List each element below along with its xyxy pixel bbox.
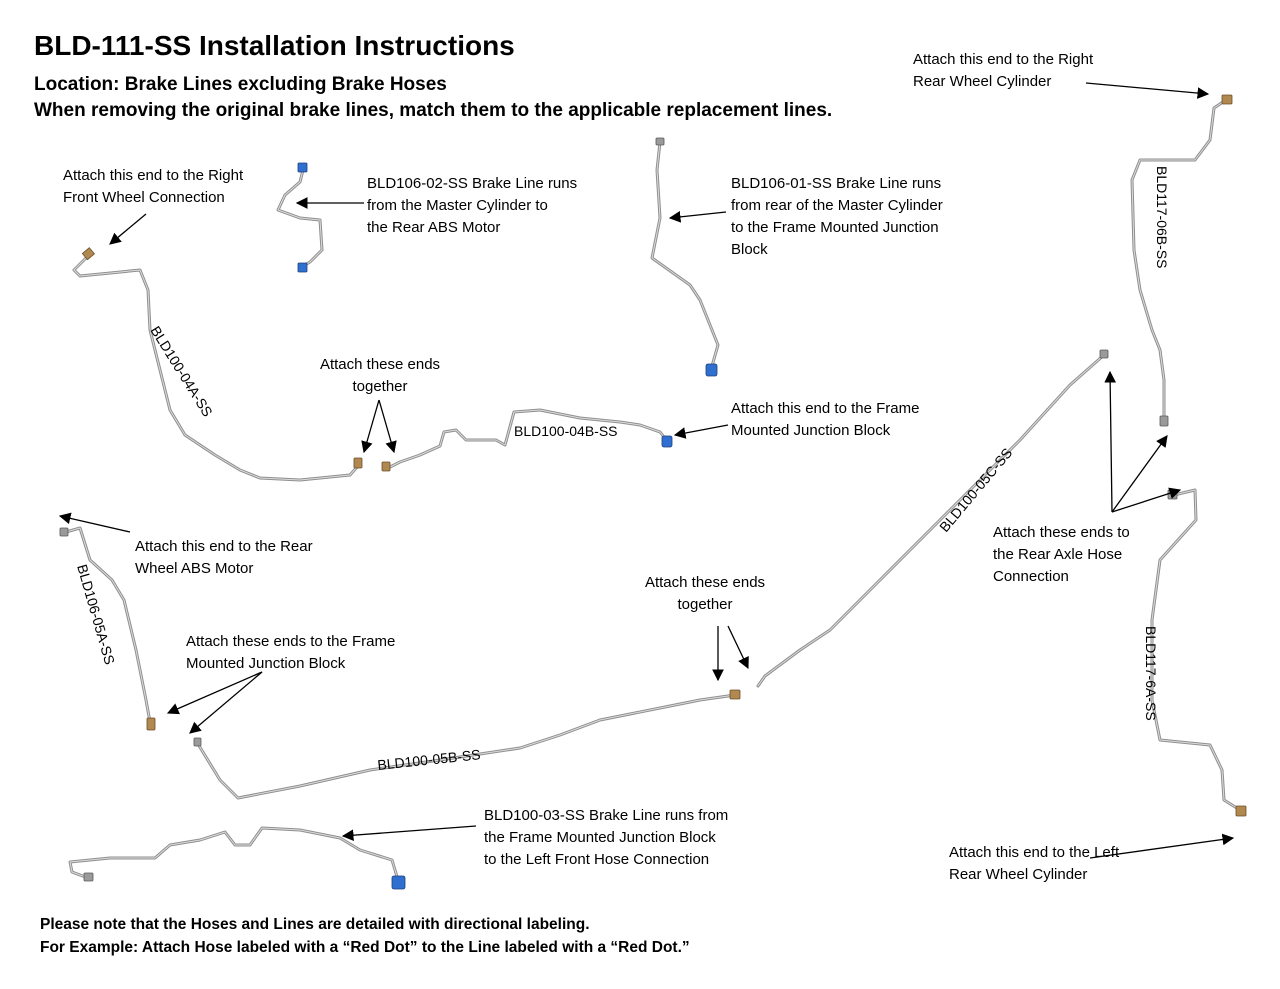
- label-bld100-05b: BLD100-05B-SS: [376, 746, 482, 773]
- label-bld106-05a: BLD106-05A-SS: [74, 562, 119, 667]
- label-bld117-6a: BLD117-6A-SS: [1143, 626, 1159, 721]
- note-right-front: Attach this end to the Right Front Wheel Connection: [63, 167, 244, 206]
- brake-line-bld100-03: [70, 828, 405, 889]
- note-rear-axle: Attach these ends to the Rear Axle Hose Connection: [993, 524, 1130, 585]
- location-subtitle: Location: Brake Lines excluding Brake Hoses: [34, 74, 447, 95]
- brake-line-bld117-06b: [1132, 95, 1232, 426]
- footer-note-2: For Example: Attach Hose labeled with a “Red Dot” to the Line labeled with a “Red Dot.”: [40, 939, 690, 956]
- brake-line-bld100-04b: [382, 410, 672, 471]
- brake-line-bld106-01: [652, 138, 718, 376]
- note-frame-junction-1: Attach this end to the Frame Mounted Junction Block: [731, 400, 920, 439]
- note-bld106-02: BLD106-02-SS Brake Line runs from the Master Cylinder to the Rear ABS Motor: [367, 175, 578, 236]
- brake-line-bld117-6a: [1152, 490, 1246, 816]
- note-left-rear: Attach this end to the Left Rear Wheel Cylinder: [949, 844, 1120, 883]
- note-frame-junction-2: Attach these ends to the Frame Mounted Junction Block: [186, 633, 396, 672]
- brake-line-bld100-05b: [194, 690, 740, 798]
- brake-line-bld106-02: [278, 163, 322, 272]
- label-bld117-06b: BLD117-06B-SS: [1154, 166, 1170, 269]
- label-bld100-04b: BLD100-04B-SS: [514, 423, 618, 439]
- label-bld100-05c: BLD100-05C-SS: [936, 444, 1016, 535]
- note-right-rear: Attach this end to the Right Rear Wheel Cylinder: [913, 51, 1094, 90]
- note-together-1: Attach these ends together: [319, 356, 441, 395]
- page-title: BLD-111-SS Installation Instructions: [34, 30, 515, 61]
- note-bld100-03: BLD100-03-SS Brake Line runs from the Frame Mounted Junction Block to the Left Front Hose Connection: [484, 807, 729, 868]
- instruction-subtitle: When removing the original brake lines, match them to the applicable replacement lines.: [34, 100, 833, 121]
- note-together-2: Attach these ends together: [644, 574, 766, 613]
- note-rear-abs: Attach this end to the Rear Wheel ABS Motor: [135, 538, 313, 577]
- footer-note-1: Please note that the Hoses and Lines are detailed with directional labeling.: [40, 916, 590, 933]
- label-bld100-04a: BLD100-04A-SS: [147, 323, 216, 420]
- note-bld106-01: BLD106-01-SS Brake Line runs from rear of the Master Cylinder to the Frame Mounted Junction Block: [731, 175, 943, 258]
